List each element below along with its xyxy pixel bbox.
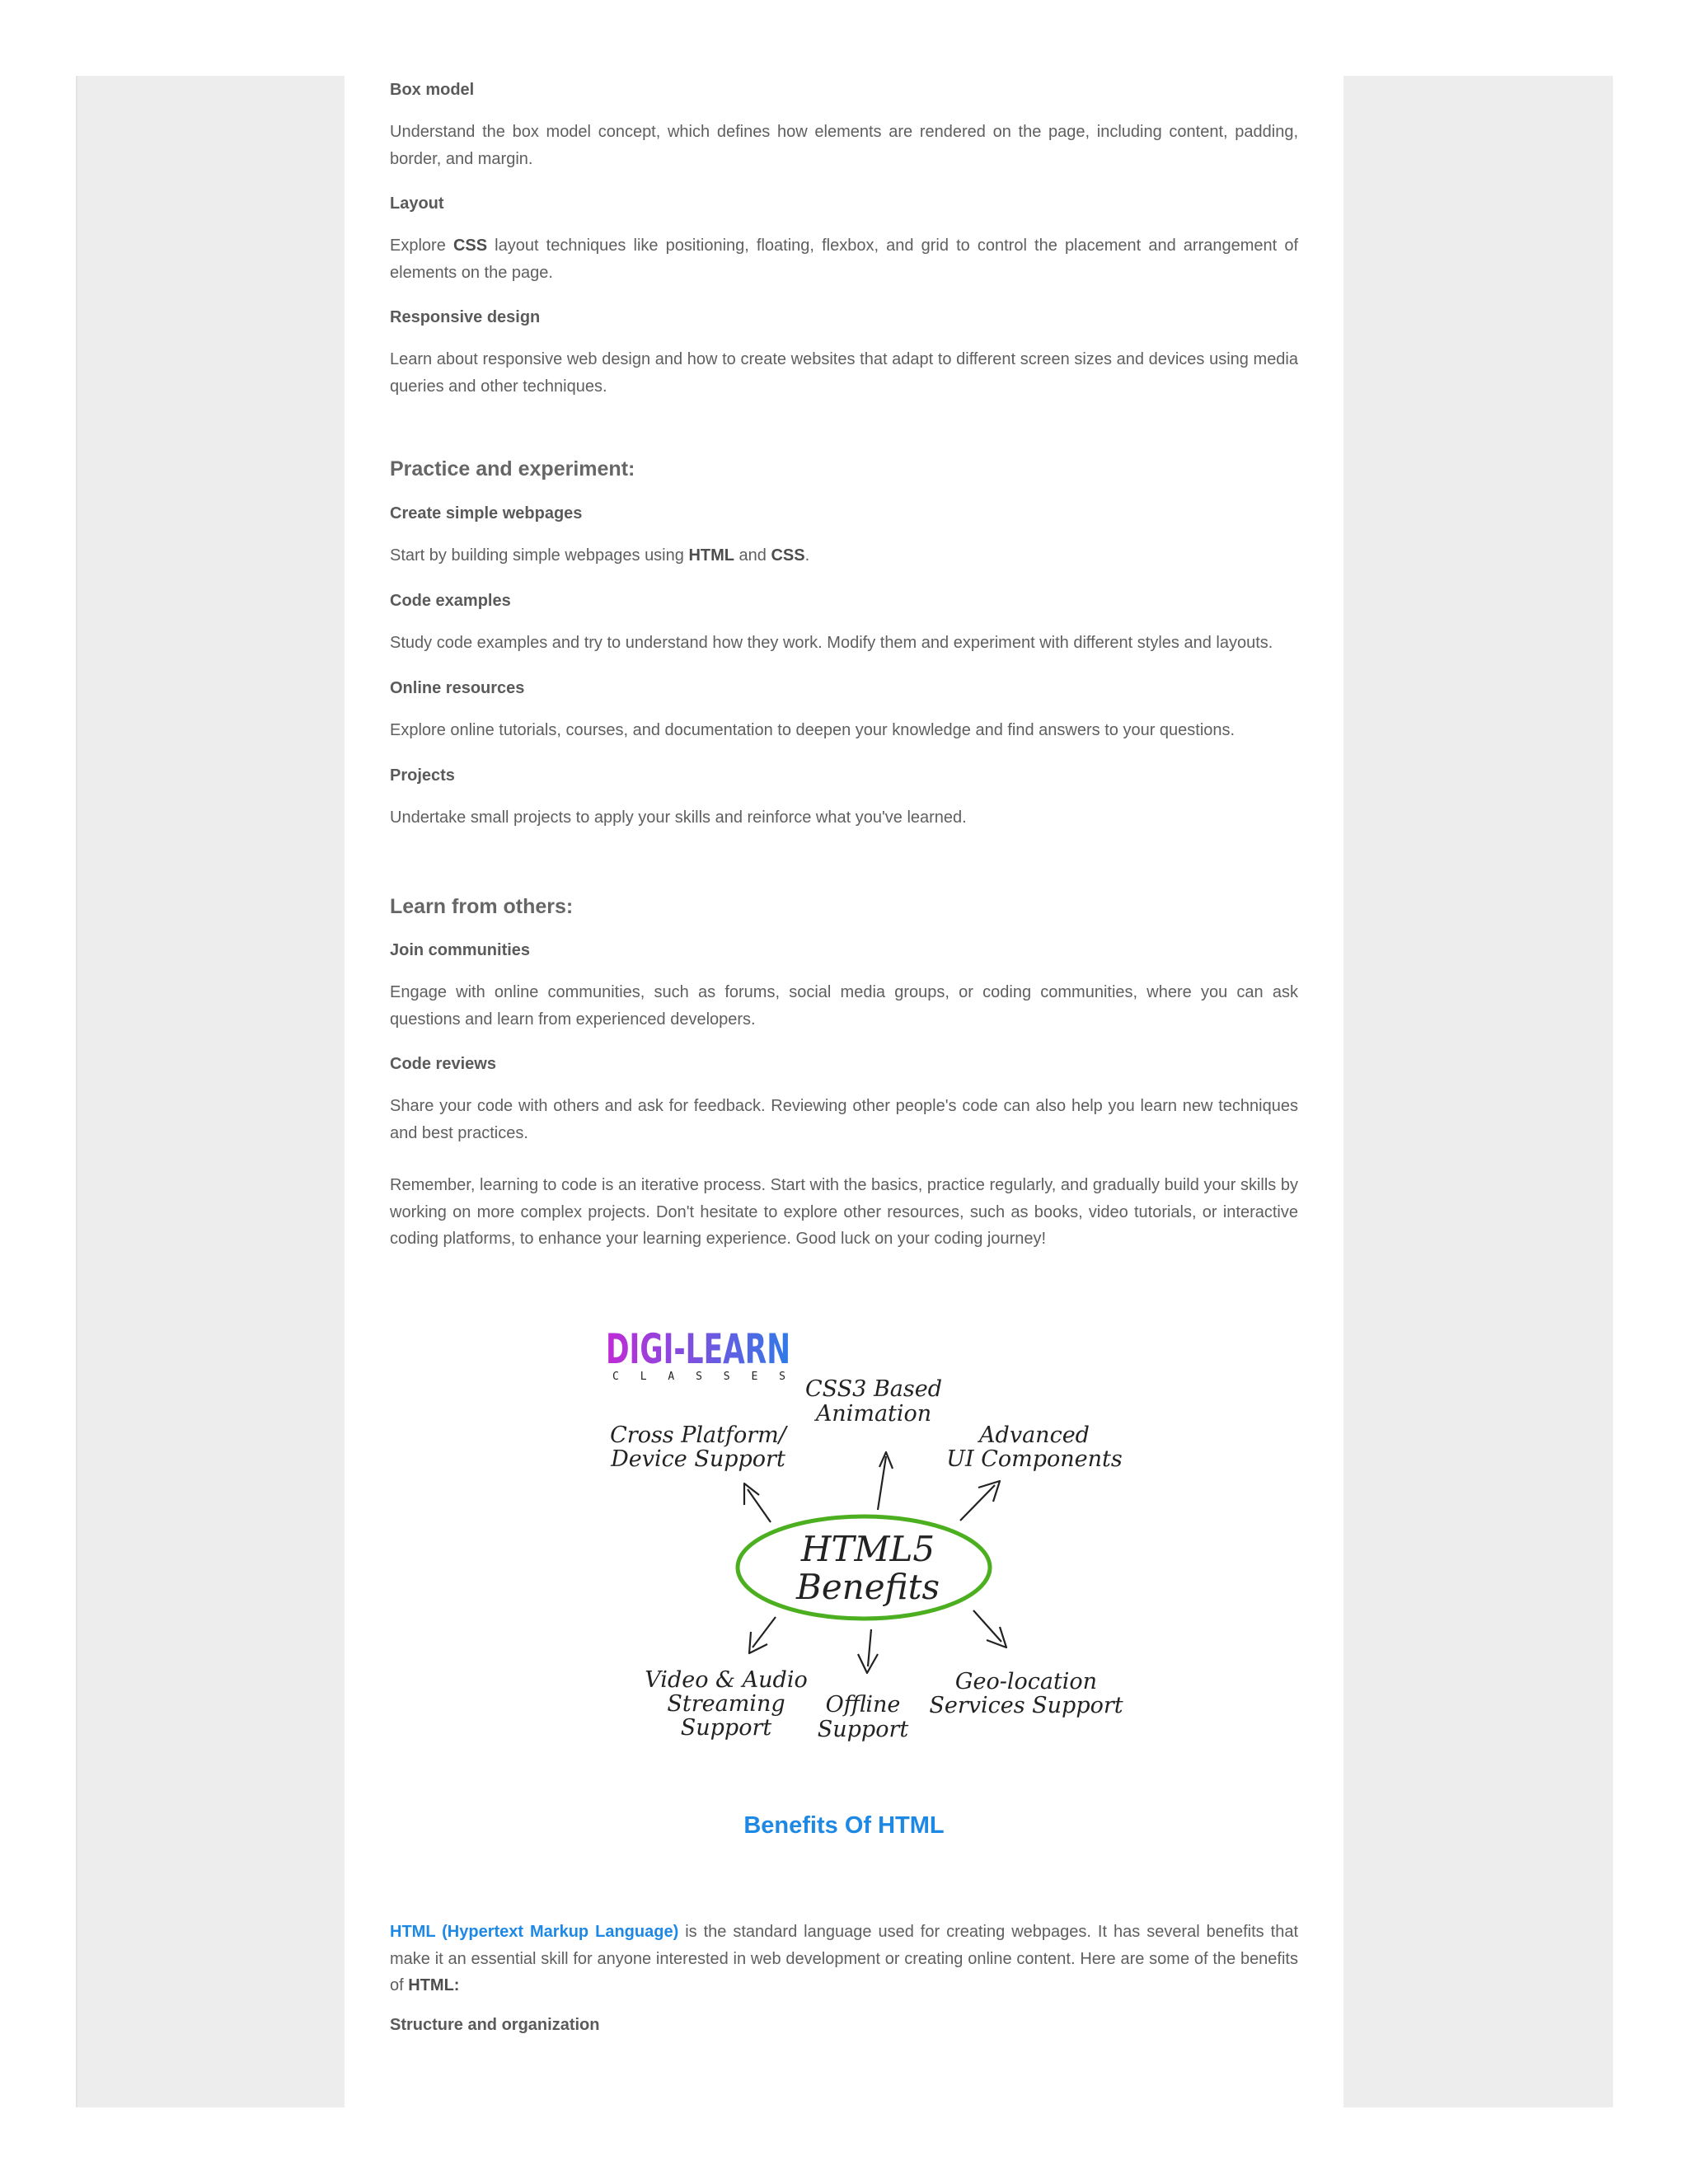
heading-online-resources: Online resources	[390, 679, 525, 697]
heading-create-simple-webpages: Create simple webpages	[390, 504, 583, 523]
text-create-simple-webpages: Start by building simple webpages using HTML and CSS.	[390, 546, 810, 565]
section-title-learn-from-others: Learn from others:	[390, 895, 574, 918]
text-join-communities: Engage with online communities, such as forums, social media groups, or coding communities, where you can ask questions and learn from experienced developers.	[390, 983, 1298, 1029]
arrow-down	[858, 1629, 878, 1673]
svg-text:Video & Audio: Video & Audio	[645, 1667, 808, 1693]
svg-text:Streaming: Streaming	[667, 1691, 785, 1717]
benefit-offline	[818, 1692, 909, 1742]
heading-structure-organization: Structure and organization	[390, 2016, 600, 2034]
text-benefits-intro: HTML (Hypertext Markup Language) is the standard language used for creating webpages. It has several benefits that make it an essential skill for anyone interested in web development or creating online content. Here are some of the benefits of HTML:	[390, 1923, 1298, 1994]
heading-code-examples: Code examples	[390, 592, 511, 610]
benefit-video-audio	[645, 1667, 807, 1741]
svg-text:Advanced: Advanced	[979, 1422, 1090, 1448]
text-code-reviews: Share your code with others and ask for feedback. Reviewing other people's code can also help you learn new techniques and best practices.	[390, 1097, 1298, 1142]
svg-text:UI Components: UI Components	[946, 1446, 1123, 1472]
svg-text:Support: Support	[680, 1715, 772, 1741]
svg-text:CSS3 Based: CSS3 Based	[805, 1376, 942, 1402]
heading-projects: Projects	[390, 766, 455, 785]
text-code-examples: Study code examples and try to understand how they work. Modify them and experiment with different styles and layouts.	[390, 634, 1273, 652]
html5-benefits-diagram	[606, 1320, 1183, 1753]
arrow-up-left	[744, 1483, 771, 1522]
text-online-resources: Explore online tutorials, courses, and documentation to deepen your knowledge and find answers to your questions.	[390, 721, 1236, 739]
svg-text:Animation: Animation	[815, 1401, 932, 1427]
center-label-line2: Benefits	[795, 1567, 940, 1607]
logo-main-text: DIGI-LEARN	[606, 1325, 790, 1373]
section-title-practice: Practice and experiment:	[390, 457, 635, 480]
svg-text:Offline: Offline	[825, 1692, 901, 1718]
benefit-css3-animation	[805, 1376, 942, 1427]
heading-box-model: Box model	[390, 81, 475, 99]
svg-text:Services Support: Services Support	[929, 1693, 1123, 1718]
benefit-geo-location	[929, 1669, 1123, 1718]
article-content	[345, 76, 1343, 2107]
svg-text:Device Support: Device Support	[611, 1446, 785, 1472]
benefit-cross-platform	[610, 1422, 789, 1472]
heading-responsive-design: Responsive design	[390, 308, 541, 326]
benefit-advanced-ui	[946, 1422, 1123, 1472]
svg-text:Support: Support	[817, 1717, 909, 1742]
html-link[interactable]: HTML (Hypertext Markup Language)	[390, 1923, 679, 1941]
heading-code-reviews: Code reviews	[390, 1055, 496, 1073]
digi-learn-logo	[606, 1325, 790, 1383]
heading-layout: Layout	[390, 194, 444, 213]
arrow-up	[878, 1452, 893, 1510]
text-responsive-design: Learn about responsive web design and how to create websites that adapt to different screen sizes and devices using media queries and other techniques.	[390, 350, 1298, 396]
svg-text:Cross Platform/: Cross Platform/	[610, 1422, 786, 1448]
text-projects: Undertake small projects to apply your skills and reinforce what you've learned.	[390, 808, 967, 827]
arrow-up-right	[960, 1481, 1000, 1521]
center-label-line1: HTML5	[800, 1529, 935, 1569]
benefits-title: Benefits Of HTML	[743, 1812, 945, 1839]
text-box-model: Understand the box model concept, which defines how elements are rendered on the page, including content, padding, border, and margin.	[390, 123, 1298, 168]
text-remember: Remember, learning to code is an iterative process. Start with the basics, practice regularly, and gradually build your skills by working on more complex projects. Don't hesitate to explore other resources, such as books, video tutorials, or interactive coding platforms, to enhance your learning experience. Good luck on your coding journey!	[390, 1176, 1298, 1248]
text-layout: Explore CSS layout techniques like positioning, floating, flexbox, and grid to control the placement and arrangement of elements on the page.	[390, 237, 1299, 282]
arrow-down-right	[973, 1610, 1006, 1647]
logo-sub-text: C L A S S E S	[612, 1371, 785, 1383]
diagram-svg	[606, 1320, 1183, 1749]
heading-join-communities: Join communities	[390, 941, 531, 959]
arrow-down-left	[749, 1617, 776, 1653]
svg-text:Geo-location: Geo-location	[954, 1669, 1098, 1694]
